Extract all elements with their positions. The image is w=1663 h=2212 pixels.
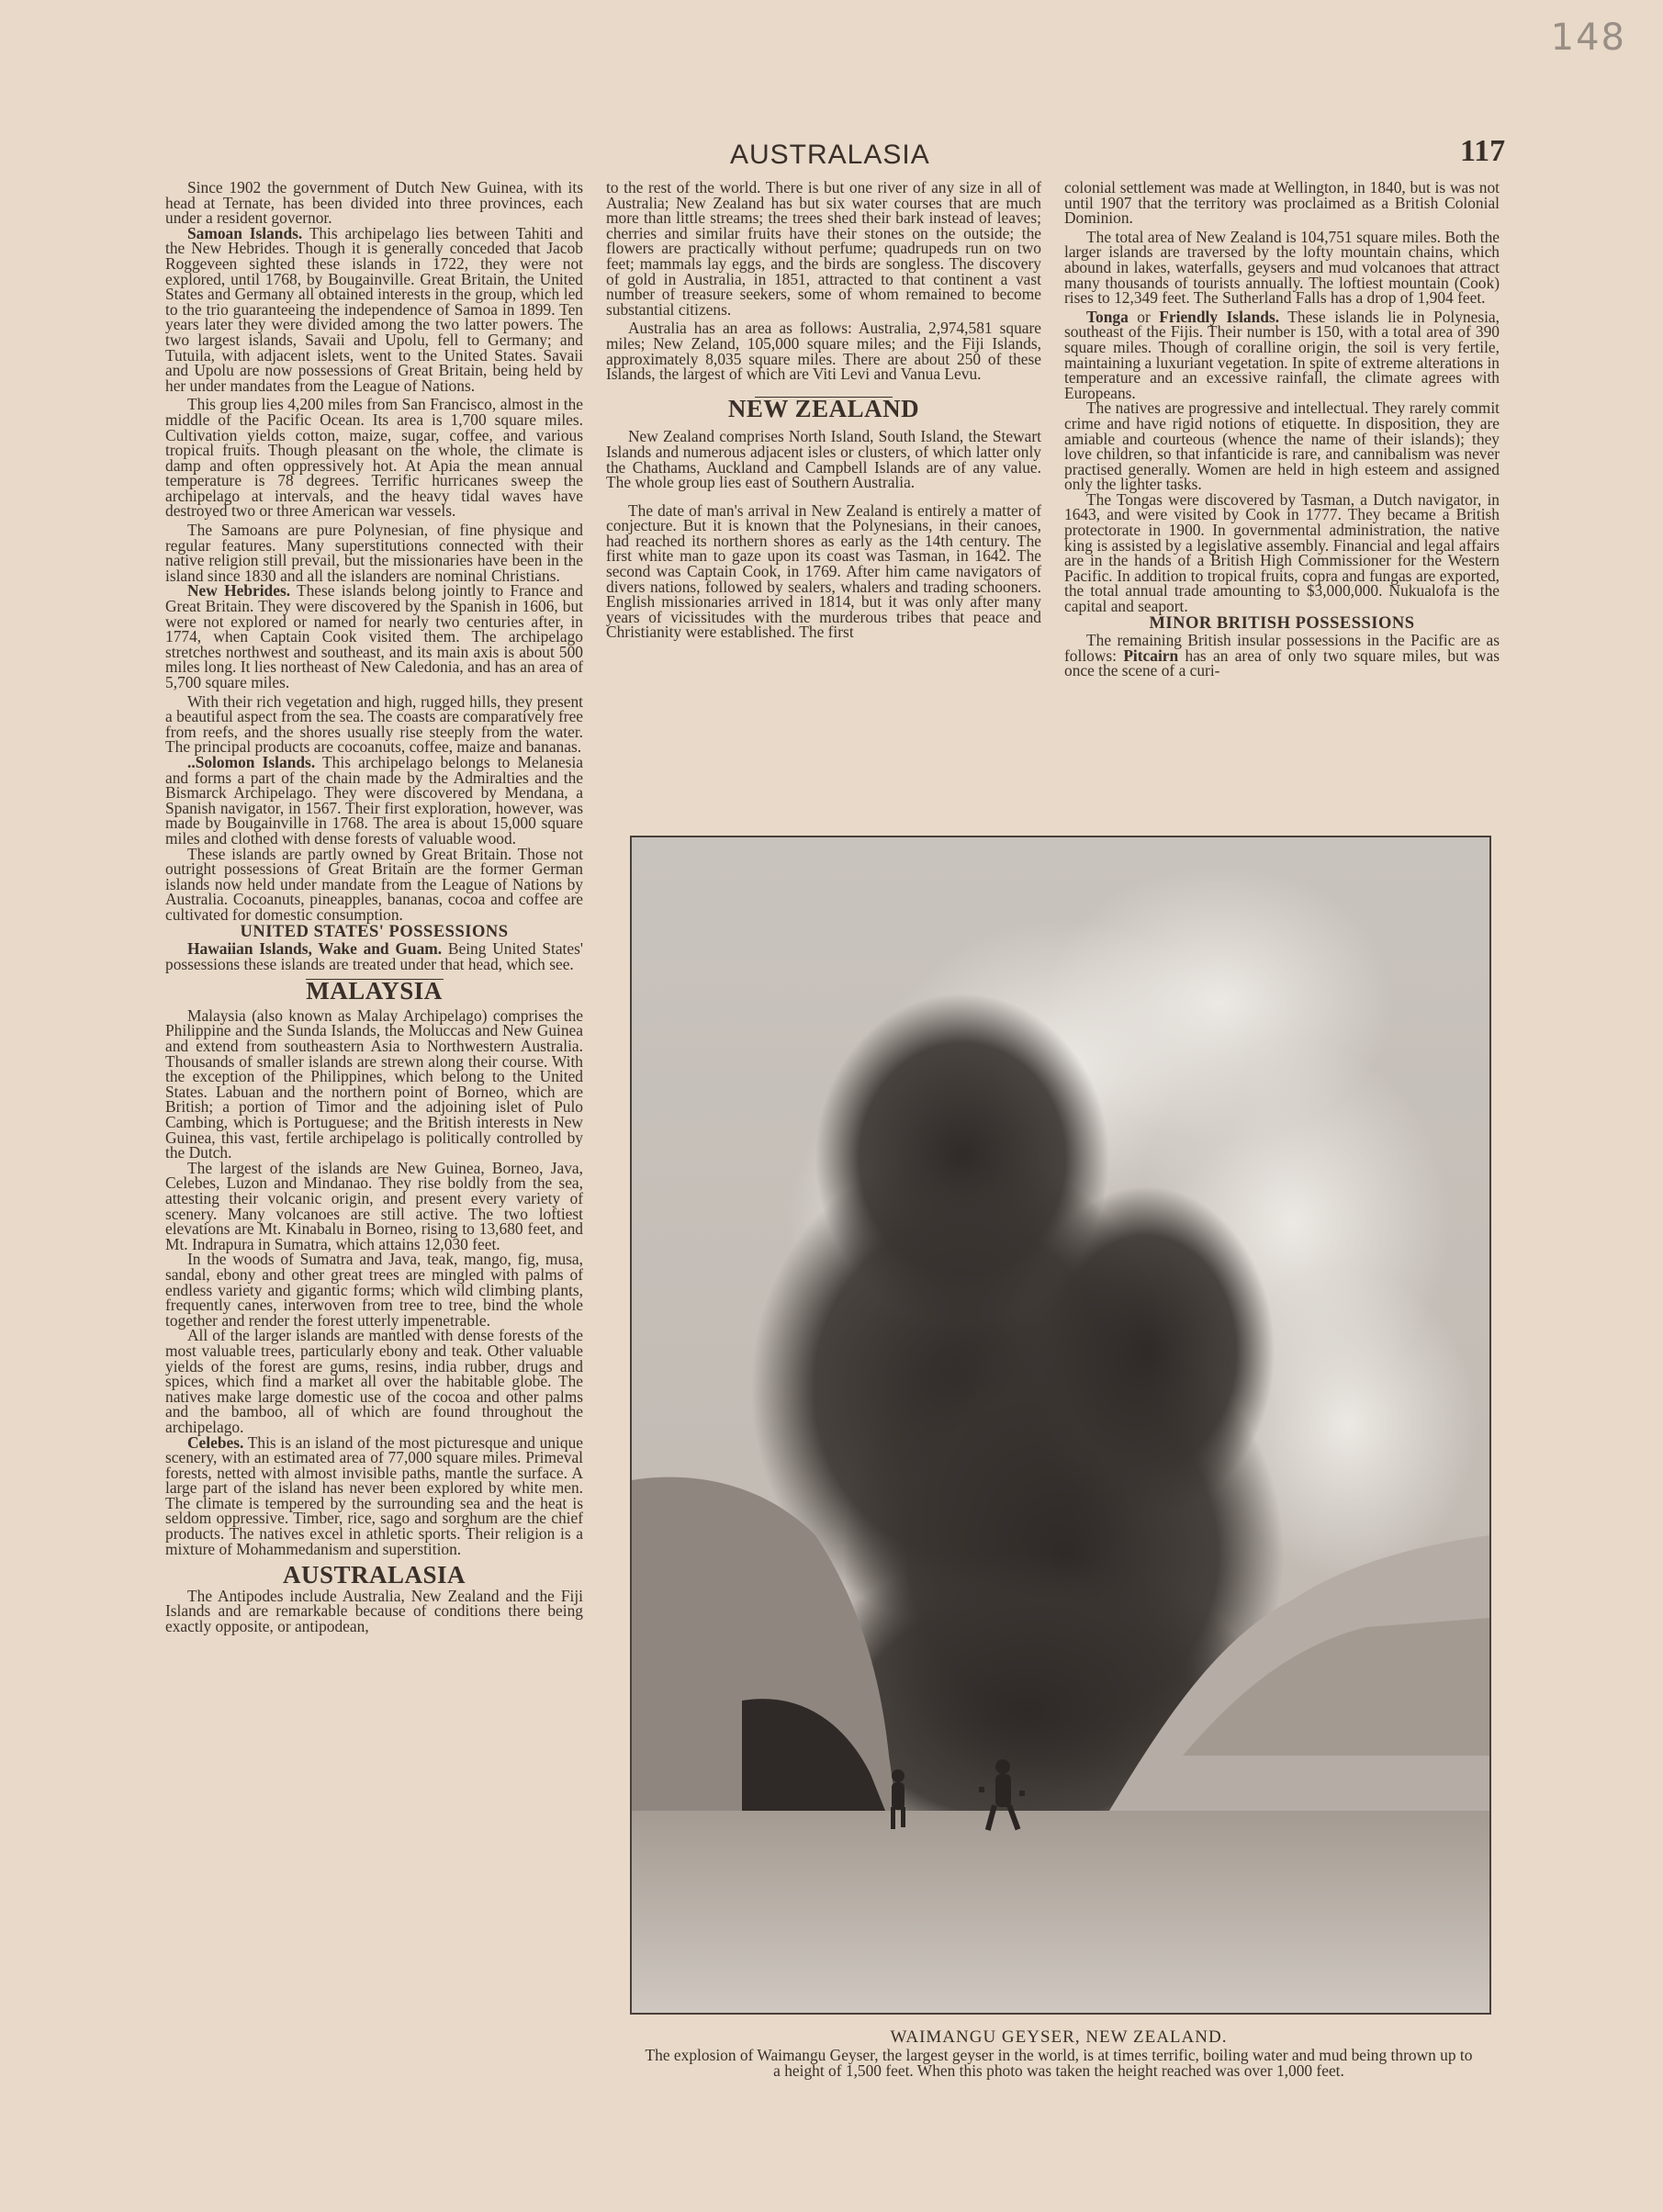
section-subhead: UNITED STATES' POSSESSIONS	[240, 922, 509, 941]
paragraph	[165, 941, 583, 971]
paragraph: The total area of New Zealand is 104,751 square miles. Both the larger islands are traversed by the lofty mountain chains, which abound in lakes, waterfalls, geysers and mud volcanoes that attract many thousands of tourists annually. The loftiest mountain (Cook) rises to 12,349 feet. The Sutherland Falls has a drop of 1,904 feet.	[1064, 227, 1500, 308]
section-subhead: MINOR BRITISH POSSESSIONS	[1149, 613, 1415, 633]
run-in-head: New Hebrides.	[187, 581, 291, 601]
run-in-head: Samoan Islands.	[187, 223, 303, 242]
paragraph-text: Being United States' possessions these islands are treated under that head, which see.	[165, 939, 584, 973]
paragraph-text: These islands lie in Polynesia, southeast of the Fijis. Their number is 150, with a total area of 390 square miles. Though of coralline origin, the soil is very fertile, maintaining a luxuriant vegetation. In spite of extreme alterations in temperature and an excessive rainfall, the climate agrees with Europeans.	[1064, 307, 1500, 402]
paragraph: These islands are partly owned by Great Britain. Those not outright possessions of Great Britain are the former German islands now held under mandate from the League of Nations by Australia. Cocoanuts, pineapples, bananas, cocoa and coffee are cultivated for domestic consumption.	[165, 844, 583, 924]
geyser-photo-image	[632, 837, 1489, 2013]
paragraph: This group lies 4,200 miles from San Francisco, almost in the middle of the Pacific Ocean. Its area is 1,700 square miles. Cultivation yields cotton, maize, sugar, coffee, and various tropical fruits. Though pleasant on the whole, the climate is damp and often oppressively hot. At Apia the mean annual temperature is 78 degrees. Terrific hurricanes sweep the archipelago at intervals, and the heavy tidal waves have destroyed two or three American war vessels.	[165, 395, 583, 521]
paragraph: With their rich vegetation and high, rugged hills, they present a beautiful aspect from the sea. The coasts are comparatively free from reefs, and the shores usually rise steeply from the water. The principal products are cocoanuts, coffee, maize and bananas.	[165, 691, 584, 757]
paragraph: The Antipodes include Australia, New Zealand and the Fiji Islands and are remarkable because of conditions there being exactly opposite, or antipodean,	[165, 1586, 583, 1636]
paragraph: The largest of the islands are New Guinea, Borneo, Java, Celebes, Luzon and Mindanao. They rise boldly from the sea, attesting their volcanic origin, and present every variety of scenery. Many volcanoes are still active. The two loftiest elevations are Mt. Kinabalu in Borneo, rising to 13,680 feet, and Mt. Indrapura in Sumatra, which attains 12,030 feet.	[165, 1158, 583, 1253]
column-left	[165, 180, 583, 1634]
paragraph	[165, 1432, 583, 1558]
paragraph-text: These islands belong jointly to France and Great Britain. They were discovered by the Spanish in 1606, but were not explored or named for nearly two centuries after, in 1774, when Captain Cook visited them. The archipelago stretches northwest and southeast, and its main axis is about 500 miles long. It lies northeast of New Caledonia, and has an area of 5,700 square miles.	[165, 581, 583, 691]
run-in-head: Pitcairn	[1123, 646, 1179, 665]
paragraph	[165, 583, 583, 690]
paragraph: The Tongas were discovered by Tasman, a Dutch navigator, in 1643, and were visited by Cook in 1777. They became a British protectorate in 1900. In governmental administration, the native king is assisted by a legislative assembly. Financial and legal affairs are in the hands of a British High Commissioner for the Western Pacific. In addition to tropical fruits, copra and fungas are exported, the total annual trade amounting to $3,000,000. Nukualofa is the capital and seaport.	[1064, 489, 1500, 616]
paragraph: The date of man's arrival in New Zealand is entirely a matter of conjecture. But it is known that the Polynesians, in their canoes, had reached its northern shores as early as the 14th century. The first white man to gaze upon its coast was Tasman, in 1642. The second was Captain Cook, in 1769. After him came navigators of divers nations, followed by sealers, whalers and trading schooners. English missionaries arrived in 1814, but it was only after many years of vicissitudes with the murderous tribes that peace and Christianity were established. The first	[606, 500, 1041, 642]
paragraph-text: or	[1128, 307, 1160, 326]
paragraph: All of the larger islands are mantled with dense forests of the most valuable trees, particularly ebony and teak. Other valuable yields of the forest are gums, resins, india rubber, drugs and spices, which find a market all over the habitable globe. The natives make large domestic use of the cocoa and other palms and the bamboo, all of which are found throughout the archipelago.	[165, 1326, 583, 1436]
section-heading: NEW ZEALAND	[727, 394, 920, 422]
pencil-page-number: 148	[1550, 17, 1626, 59]
paragraph-text: This archipelago belongs to Melanesia and forms a part of the chain made by the Admiralties and the Bismarck Archipelago. They were discovered by Mendana, a Spanish navigator, in 1567. Their first exploration, however, was made by Bougainville in 1768. The area is about 15,000 square miles and clothed with dense forests of valuable wood.	[165, 752, 583, 848]
run-in-head: Tonga	[1086, 307, 1129, 326]
paragraph: Malaysia (also known as Malay Archipelago) comprises the Philippine and the Sunda Islands, the Moluccas and New Guinea and extend from southeastern Asia to Northwestern Australia. Thousands of smaller islands are strewn along their course. With the exception of the Philippines, which belong to the United States. Labuan and the northern point of Borneo, which are British; a portion of Timor and the adjoining islet of Pulo Cambing, which is Portuguese; and the British interests in New Guinea, this vast, fertile archipelago is politically controlled by the Dutch.	[165, 1005, 583, 1162]
paragraph: In the woods of Sumatra and Java, teak, mango, fig, musa, sandal, ebony and other great trees are mingled with palms of endless variety and gigantic forms; which wild climbing plants, frequently canes, interwoven from tree to tree, bind the whole together and render the forest utterly impenetrable.	[165, 1250, 583, 1330]
paragraph	[165, 752, 583, 848]
paragraph: New Zealand comprises North Island, South Island, the Stewart Islands and numerous adjacent isles or clusters, of which latter only the Chathams, Auckland and Campbell Islands are of any value. The whole group lies east of Southern Australia.	[606, 427, 1041, 492]
paragraph: Australia has an area as follows: Australia, 2,974,581 square miles; New Zeland, 105,000 square miles; and the Fiji Islands, approximately 8,035 square miles. There are about 250 of these Islands, the largest of which are Viti Levi and Vanua Levu.	[606, 319, 1041, 384]
photo-caption-title: WAIMANGU GEYSER, NEW ZEALAND.	[890, 2027, 1228, 2047]
run-in-head: Celebes.	[187, 1432, 244, 1452]
column-middle	[606, 180, 1041, 640]
geyser-photo	[630, 836, 1491, 2015]
paragraph: Since 1902 the government of Dutch New Guinea, with its head at Ternate, has been divided into three provinces, each under a resident governor.	[165, 178, 583, 228]
section-heading: MALAYSIA	[306, 977, 443, 1005]
run-in-head: ..Solomon Islands.	[187, 752, 316, 771]
paragraph-text: The remaining British insular possessions in the Pacific are as follows:	[1064, 631, 1500, 665]
page-number: 117	[1460, 134, 1506, 168]
section-heading: AUSTRALASIA	[282, 1561, 466, 1589]
paragraph-text: This archipelago lies between Tahiti and the New Hebrides. Though it is generally conceded that Jacob Roggeveen sighted these islands in 1722, they were not explored, until 1768, by Bougainville. Great Britain, the United States and Germany all obtained interests in the group, which led to the trio guaranteeing the independence of Samoa in 1899. Ten years later they were divided among the two latter powers. The two largest islands, Savaii and Upolu, fell to Germany; and Tutuila, with adjacent islets, went to the United States. Savaii and Upolu are now possessions of Great Britain, being held by her under mandates from the League of Nations.	[165, 223, 583, 395]
paragraph	[1064, 309, 1500, 401]
column-right	[1064, 180, 1500, 679]
photo-caption: The explosion of Waimangu Geyser, the largest geyser in the world, is at times terrific, boiling water and mud being thrown up to a height of 1,500 feet. When this photo was taken the height reached was over 1,000 feet.	[645, 2046, 1473, 2080]
paragraph: The natives are progressive and intellectual. They rarely commit crime and have rigid notions of etiquette. In disposition, they are amiable and courteous (whence the name of their islands); they love children, so that infanticide is rare, and cannibalism was never practised generally. Women are held in high esteem and assigned only the lighter tasks.	[1064, 399, 1500, 494]
paragraph: to the rest of the world. There is but one river of any size in all of Australia; New Zealand has but six water courses that are much more than little streams; the trees shed their bark instead of leaves; cherries and similar fruits have their stones on the outside; the flowers are practically without perfume; quadrupeds run on two feet; mammals lay eggs, and the birds are songless. The discovery of gold in Australia, in 1851, attracted to that continent a vast number of treasure seekers, some of whom remained to become substantial citizens.	[606, 178, 1041, 319]
paragraph-text: has an area of only two square miles, but was once the scene of a curi-	[1064, 646, 1500, 680]
paragraph	[1064, 633, 1500, 679]
paragraph: colonial settlement was made at Wellington, in 1840, but is was not until 1907 that the territory was proclaimed as a British Colonial Dominion.	[1064, 178, 1500, 228]
paragraph-text: This is an island of the most picturesque and unique scenery, with an estimated area of 77,000 square miles. Primeval forests, netted with almost invisible paths, mantle the surface. A large part of the island has never been explored by white men. The climate is tempered by the surrounding sea and the heat is seldom oppressive. Timber, rice, sago and sorghum are the chief products. The natives excel in athletic sports. Their religion is a mixture of Mohammedanism and superstition.	[165, 1432, 583, 1558]
run-in-head: Hawaiian Islands, Wake and Guam.	[187, 939, 443, 959]
paragraph: The Samoans are pure Polynesian, of fine physique and regular features. Many superstitutions connected with their native religion still prevail, but the missionaries have been in the island since 1830 and all the islanders are nominal Christians.	[165, 521, 583, 585]
run-in-head: Friendly Islands.	[1159, 307, 1280, 326]
running-head: AUSTRALASIA	[730, 140, 930, 170]
paragraph	[165, 223, 583, 395]
